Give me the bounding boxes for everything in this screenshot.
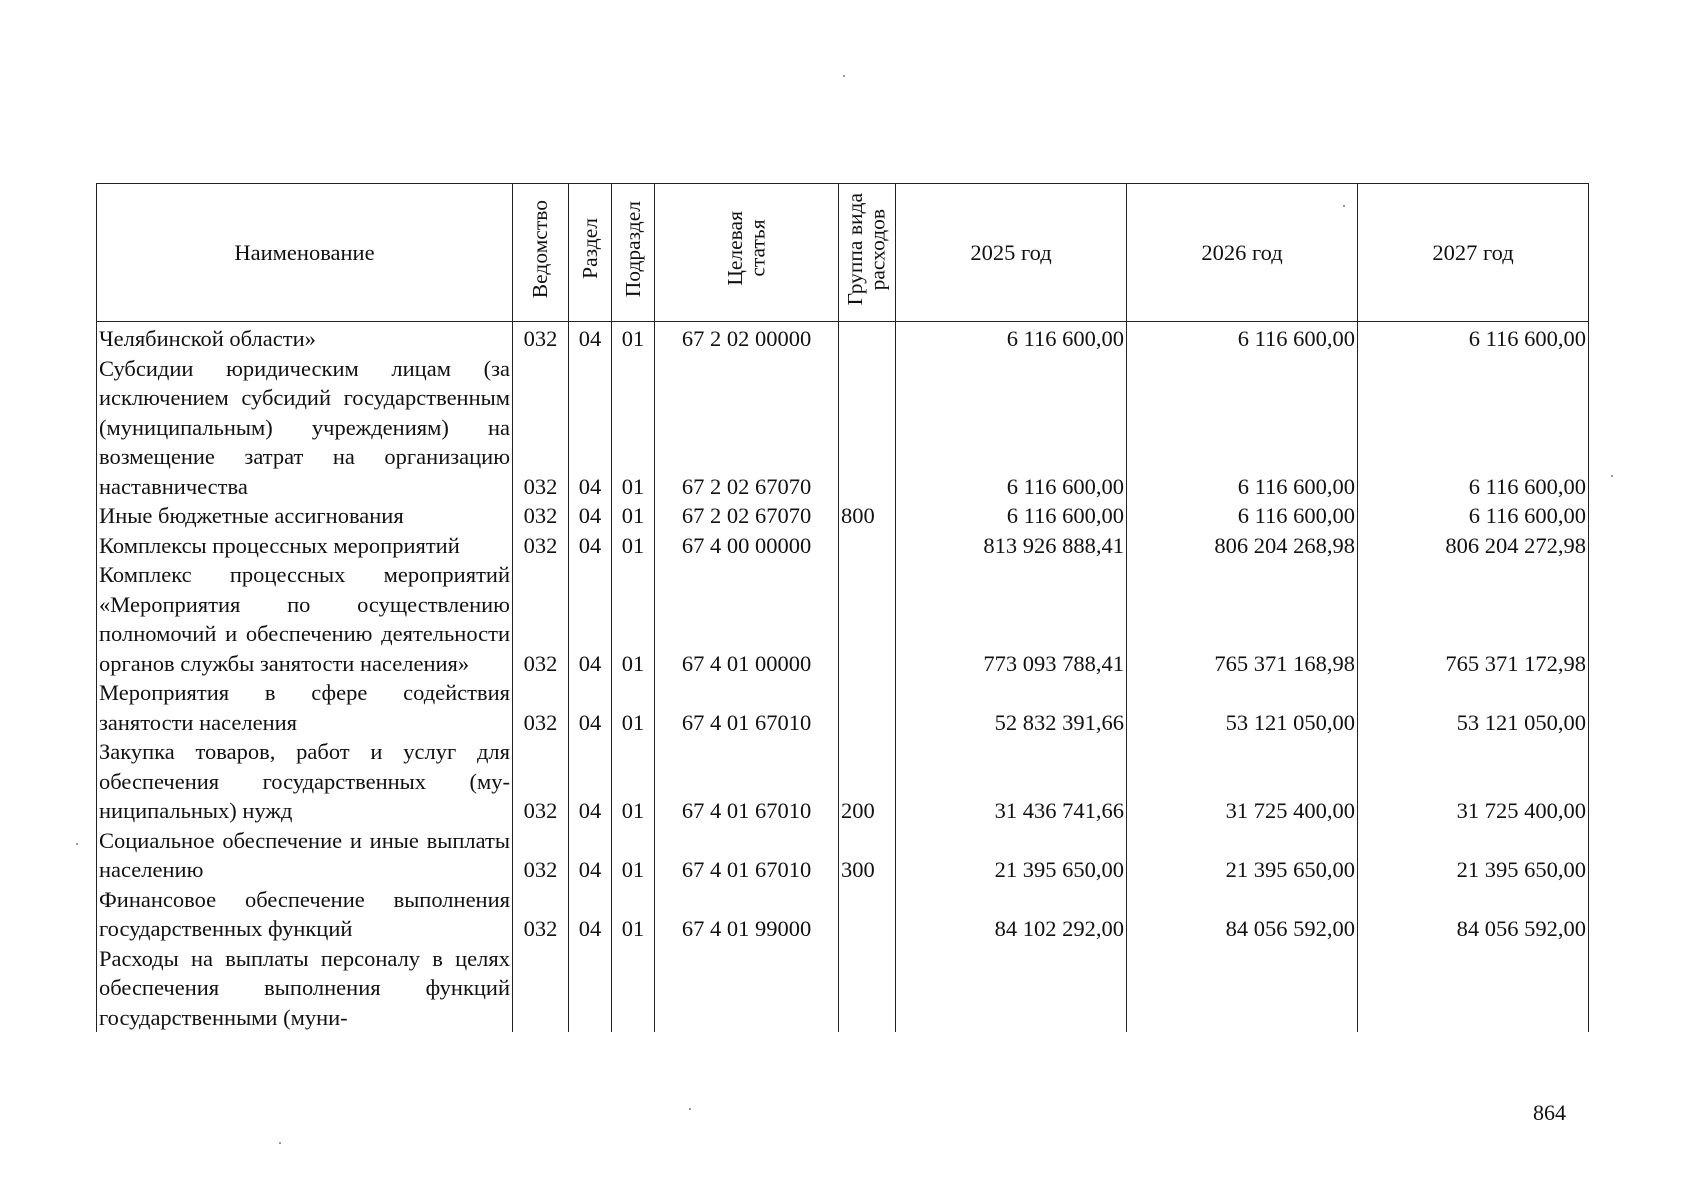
podrazdel-cell: 01 — [612, 737, 655, 826]
header-2026: 2026 год — [1127, 184, 1358, 322]
scan-speck — [843, 75, 845, 77]
vedomstvo-cell: 032 — [513, 322, 569, 354]
header-razdel-label: Раздел — [577, 218, 602, 280]
value-2026-cell — [1127, 944, 1358, 1033]
scan-speck — [1611, 475, 1613, 477]
vedomstvo-cell: 032 — [513, 531, 569, 561]
value-2025-cell: 52 832 391,66 — [896, 678, 1127, 737]
value-2025-cell: 6 116 600,00 — [896, 354, 1127, 502]
celevaya-statya-cell: 67 2 02 00000 — [655, 322, 839, 354]
podrazdel-cell — [612, 944, 655, 1033]
podrazdel-cell: 01 — [612, 678, 655, 737]
podrazdel-cell: 01 — [612, 560, 655, 678]
gruppa-vida-cell: 800 — [839, 501, 896, 531]
scan-speck — [1343, 205, 1345, 207]
name-cell: Субсидии юридическим лицам (за исключением субсидий государственным (муниципальным) учреждениям) на возмещение затрат на организацию наставничества — [97, 354, 513, 502]
podrazdel-cell: 01 — [612, 885, 655, 944]
name-cell: Расходы на выплаты персоналу в целях обеспечения выполнения функций государственными (муни- — [97, 944, 513, 1033]
value-2027-cell: 84 056 592,00 — [1358, 885, 1589, 944]
value-2027-cell: 31 725 400,00 — [1358, 737, 1589, 826]
value-2026-cell: 6 116 600,00 — [1127, 501, 1358, 531]
podrazdel-cell: 01 — [612, 322, 655, 354]
value-2025-cell: 813 926 888,41 — [896, 531, 1127, 561]
page-number: 864 — [1533, 1100, 1566, 1125]
gruppa-vida-cell — [839, 944, 896, 1033]
gruppa-vida-cell: 300 — [839, 826, 896, 885]
value-2025-cell: 6 116 600,00 — [896, 501, 1127, 531]
name-cell: Закупка товаров, работ и услуг для обеспечения государственных (муниципальных) нужд — [97, 737, 513, 826]
value-2026-cell: 31 725 400,00 — [1127, 737, 1358, 826]
razdel-cell: 04 — [569, 737, 612, 826]
value-2027-cell: 6 116 600,00 — [1358, 322, 1589, 354]
celevaya-statya-cell: 67 4 01 67010 — [655, 737, 839, 826]
table-row — [97, 885, 1589, 944]
podrazdel-cell: 01 — [612, 531, 655, 561]
celevaya-statya-cell: 67 2 02 67070 — [655, 501, 839, 531]
celevaya-statya-cell: 67 4 00 00000 — [655, 531, 839, 561]
header-celevaya-statya — [655, 184, 839, 322]
vedomstvo-cell: 032 — [513, 678, 569, 737]
value-2027-cell: 6 116 600,00 — [1358, 501, 1589, 531]
value-2026-cell: 6 116 600,00 — [1127, 322, 1358, 354]
value-2025-cell: 773 093 788,41 — [896, 560, 1127, 678]
celevaya-statya-cell: 67 4 01 00000 — [655, 560, 839, 678]
value-2027-cell: 806 204 272,98 — [1358, 531, 1589, 561]
header-name: Наименование — [97, 184, 513, 322]
name-cell: Социальное обеспечение и иные выплаты населению — [97, 826, 513, 885]
gruppa-vida-cell — [839, 322, 896, 354]
value-2026-cell: 6 116 600,00 — [1127, 354, 1358, 502]
name-cell: Челябинской области» — [97, 322, 513, 354]
vedomstvo-cell: 032 — [513, 560, 569, 678]
value-2027-cell: 53 121 050,00 — [1358, 678, 1589, 737]
value-2027-cell: 6 116 600,00 — [1358, 354, 1589, 502]
table-row — [97, 501, 1589, 531]
header-vedomstvo-label: Ведомство — [528, 199, 553, 298]
header-2027: 2027 год — [1358, 184, 1589, 322]
value-2025-cell: 84 102 292,00 — [896, 885, 1127, 944]
table-row — [97, 737, 1589, 826]
value-2026-cell: 84 056 592,00 — [1127, 885, 1358, 944]
vedomstvo-cell: 032 — [513, 737, 569, 826]
name-cell: Комплекс процессных мероприятий «Мероприятия по осуществлению полномочий и обеспечению деятельности органов службы занятости населения» — [97, 560, 513, 678]
gruppa-vida-cell — [839, 354, 896, 502]
value-2027-cell — [1358, 944, 1589, 1033]
value-2025-cell: 31 436 741,66 — [896, 737, 1127, 826]
table-row — [97, 560, 1589, 678]
gruppa-vida-cell — [839, 885, 896, 944]
value-2026-cell: 53 121 050,00 — [1127, 678, 1358, 737]
celevaya-statya-cell: 67 4 01 67010 — [655, 678, 839, 737]
header-gruppa-vida — [839, 184, 896, 322]
value-2026-cell: 765 371 168,98 — [1127, 560, 1358, 678]
header-celevaya-statya-label: Целевая статья — [722, 211, 770, 287]
budget-table — [96, 183, 1589, 1032]
razdel-cell: 04 — [569, 885, 612, 944]
value-2025-cell — [896, 944, 1127, 1033]
header-vedomstvo — [513, 184, 569, 322]
value-2025-cell: 21 395 650,00 — [896, 826, 1127, 885]
scan-speck — [689, 1108, 691, 1110]
table-row — [97, 354, 1589, 502]
razdel-cell: 04 — [569, 531, 612, 561]
name-cell: Финансовое обеспечение выполнения государственных функций — [97, 885, 513, 944]
header-gruppa-vida-label: Группа вида расходов — [843, 192, 890, 305]
value-2027-cell: 765 371 172,98 — [1358, 560, 1589, 678]
gruppa-vida-cell — [839, 560, 896, 678]
table-body — [97, 322, 1589, 1033]
celevaya-statya-cell: 67 2 02 67070 — [655, 354, 839, 502]
value-2025-cell: 6 116 600,00 — [896, 322, 1127, 354]
gruppa-vida-cell — [839, 678, 896, 737]
razdel-cell: 04 — [569, 322, 612, 354]
header-podrazdel-label: Подраздел — [620, 200, 645, 297]
podrazdel-cell: 01 — [612, 501, 655, 531]
table-row — [97, 678, 1589, 737]
scan-speck — [76, 843, 78, 845]
header-2025: 2025 год — [896, 184, 1127, 322]
table-row — [97, 322, 1589, 354]
value-2027-cell: 21 395 650,00 — [1358, 826, 1589, 885]
celevaya-statya-cell — [655, 944, 839, 1033]
name-cell: Иные бюджетные ассигнования — [97, 501, 513, 531]
razdel-cell: 04 — [569, 501, 612, 531]
celevaya-statya-cell: 67 4 01 99000 — [655, 885, 839, 944]
razdel-cell — [569, 944, 612, 1033]
vedomstvo-cell: 032 — [513, 826, 569, 885]
razdel-cell: 04 — [569, 678, 612, 737]
name-cell: Мероприятия в сфере содействия занятости населения — [97, 678, 513, 737]
name-cell: Комплексы процессных мероприятий — [97, 531, 513, 561]
scan-speck — [279, 1142, 281, 1144]
celevaya-statya-cell: 67 4 01 67010 — [655, 826, 839, 885]
vedomstvo-cell: 032 — [513, 885, 569, 944]
vedomstvo-cell: 032 — [513, 354, 569, 502]
table-row — [97, 826, 1589, 885]
vedomstvo-cell: 032 — [513, 501, 569, 531]
table-row — [97, 944, 1589, 1033]
table-row — [97, 531, 1589, 561]
podrazdel-cell: 01 — [612, 826, 655, 885]
razdel-cell: 04 — [569, 826, 612, 885]
razdel-cell: 04 — [569, 560, 612, 678]
header-razdel — [569, 184, 612, 322]
header-podrazdel — [612, 184, 655, 322]
vedomstvo-cell — [513, 944, 569, 1033]
razdel-cell: 04 — [569, 354, 612, 502]
value-2026-cell: 806 204 268,98 — [1127, 531, 1358, 561]
gruppa-vida-cell: 200 — [839, 737, 896, 826]
gruppa-vida-cell — [839, 531, 896, 561]
table-header-row — [97, 184, 1589, 322]
podrazdel-cell: 01 — [612, 354, 655, 502]
value-2026-cell: 21 395 650,00 — [1127, 826, 1358, 885]
